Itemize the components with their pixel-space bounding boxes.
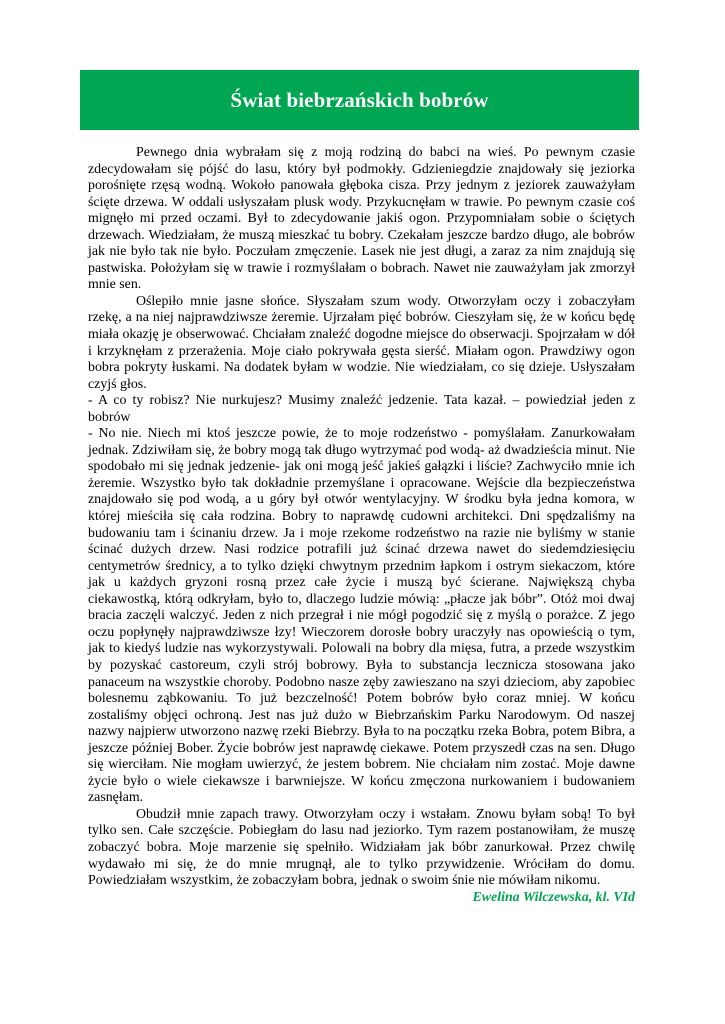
- paragraph-4: - No nie. Niech mi ktoś jeszcze powie, że to moje rodzeństwo - pomyślałam. Zanurkowałam jednak. Zdziwiłam się, że bobry mogą tak długo wytrzymać pod wodą- aż dwadzieścia minut. Nie spodobało mi się jednak jedzenie- jak oni mogą jeść jakieś gałązki i liście? Zachwyciło mnie ich żeremie. Wszystko było tak dokładnie przemyślane i opracowane. Wejście dla bezpieczeństwa znajdowało się pod wodą, a u góry był otwór wentylacyjny. W środku była jedna komora, w której mieściła się cała rodzina. Bobry to naprawdę cudowni architekci. Dni spędzaliśmy na budowaniu tam i ścinaniu drzew. Ja i moje rzekome rodzeństwo na razie nie byliśmy w stanie ścinać dużych drzew. Nasi rodzice potrafili już ścinać drzewa nawet do siedemdziesięciu centymetrów średnicy, a to tylko dzięki chwytnym przednim łapkom i ostrym siekaczom, które jak u każdych gryzoni rosną przez całe życie i muszą być ścierane. Największą chyba ciekawostką, którą odkryłam, było to, dlaczego ludzie mówią: „płacze jak bóbr”. Otóż moi dwaj bracia zaczęli walczyć. Jeden z nich przegrał i nie mógł pogodzić się z myślą o porażce. Z jego oczu popłynęły najprawdziwsze łzy! Wieczorem dorosłe bobry uraczyły nas opowieścią o tym, jak to kiedyś ludzie nas wykorzystywali. Polowali na bobry dla mięsa, futra, a przede wszystkim by pozyskać castoreum, czyli strój bobrowy. Była to substancja lecznicza stosowana jako panaceum na wszystkie choroby. Podobno nasze zęby zawieszano na szyi dzieciom, aby zapobiec bolesnemu ząbkowaniu. To już bezczelność! Potem bobrów było coraz mniej. W końcu zostaliśmy objęci ochroną. Jest nas już dużo w Biebrzańskim Parku Narodowym. Od naszej nazwy najpierw utworzono nazwę rzeki Biebrzy. Była to na początku rzeka Bobra, potem Bibra, a jeszcze później Bober. Życie bobrów jest naprawdę ciekawe. Potem przyszedł czas na sen. Długo się wierciłam. Nie mogłam uwierzyć, że jestem bobrem. Nie chciałam nim zostać. Moje dawne życie było o wiele ciekawsze i barwniejsze. W końcu zmęczona nurkowaniem i budowaniem zasnęłam.: [88, 426, 635, 806]
- paragraph-2: Oślepiło mnie jasne słońce. Słyszałam szum wody. Otworzyłam oczy i zobaczyłam rzekę, a na niej najprawdziwsze żeremie. Ujrzałam pięć bobrów. Cieszyłam się, że w końcu będę miała okazję je obserwować. Chciałam znaleźć dogodne miejsce do obserwacji. Spojrzałam w dół i krzyknęłam z przerażenia. Moje ciało pokrywała gęsta sierść. Miałam ogon. Prawdziwy ogon bobra pokryty łuskami. Na dodatek byłam w wodzie. Nie wiedziałam, co się dzieje. Usłyszałam czyjś głos.: [88, 293, 635, 392]
- page-title: Świat biebrzańskich bobrów: [230, 87, 489, 112]
- paragraph-3: - A co ty robisz? Nie nurkujesz? Musimy znaleźć jedzenie. Tata kazał. – powiedział jeden z bobrów: [88, 393, 635, 425]
- paragraph-5: Obudził mnie zapach trawy. Otworzyłam oczy i wstałam. Znowu byłam sobą! To był tylko sen. Całe szczęście. Pobiegłam do lasu nad jeziorko. Tym razem postanowiłam, że muszę zobaczyć bobra. Moje marzenie się spełniło. Widziałam jak bóbr zanurkował. Przez chwilę wydawało mi się, że do mnie mrugnął, ale to tylko przywidzenie. Wróciłam do domu. Powiedziałam wszystkim, że zobaczyłam bobra, jednak o swoim śnie nie mówiłam nikomu.: [88, 806, 635, 889]
- title-banner: [80, 70, 639, 130]
- author-signature: Ewelina Wilczewska, kl. VId: [472, 889, 635, 905]
- article-body: [88, 145, 635, 906]
- paragraph-1: Pewnego dnia wybrałam się z moją rodziną do babci na wieś. Po pewnym czasie zdecydowałam się pójść do lasu, który był podmokły. Gdzieniegdzie znajdowały się jeziorka porośnięte rzęsą wodną. Wokoło panowała głęboka cisza. Przy jednym z jeziorek zauważyłam ścięte drzewa. W oddali usłyszałam plusk wody. Przykucnęłam w trawie. Po pewnym czasie coś mignęło mi przed oczami. Był to zdecydowanie jakiś ogon. Przypomniałam sobie o ściętych drzewach. Wiedziałam, że muszą mieszkać tu bobry. Czekałam jeszcze bardzo długo, ale bobrów jak nie było tak nie było. Poczułam zmęczenie. Lasek nie jest długi, a zaraz za nim znajdują się pastwiska. Położyłam się w trawie i rozmyślałam o bobrach. Nawet nie zauważyłam jak zmorzył mnie sen.: [88, 145, 635, 293]
